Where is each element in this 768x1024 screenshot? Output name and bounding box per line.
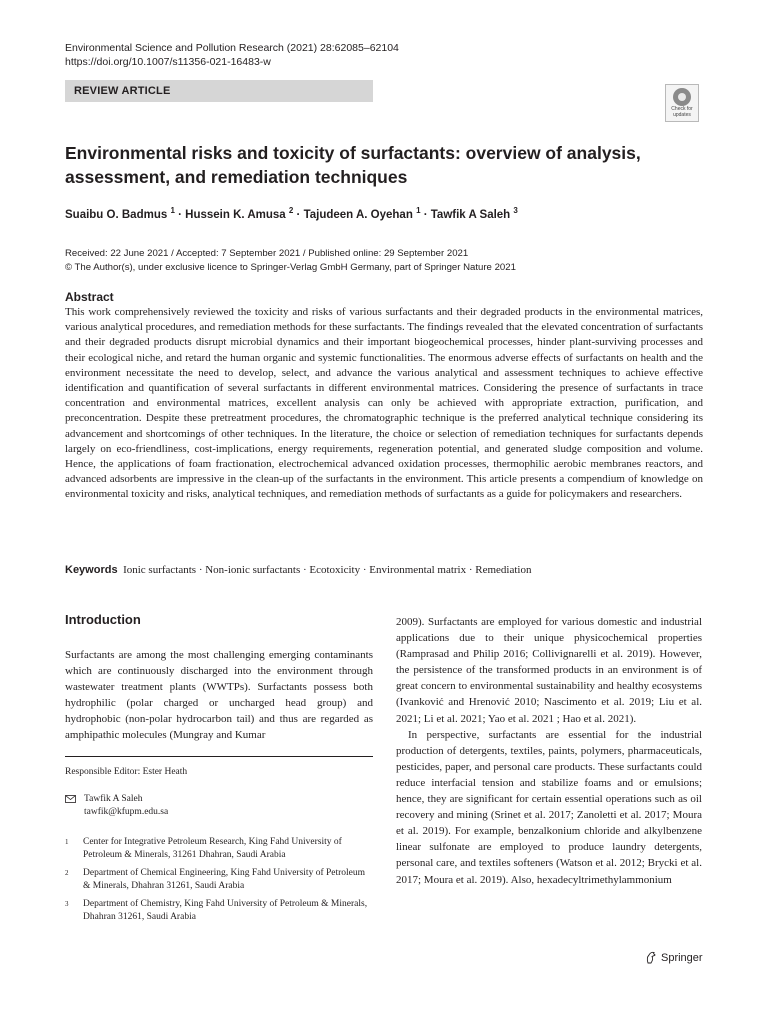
author-affil-ref: 2 (288, 206, 294, 215)
article-type-bar: REVIEW ARTICLE (65, 80, 373, 102)
introduction-heading: Introduction (65, 612, 141, 627)
springer-horse-icon (645, 951, 657, 964)
intro-right-paragraph-1: 2009). Surfactants are employed for various domestic and industrial applications due to their unique physicochemical properties (Ramprasad and Philip 2016; Collivignarelli et al. 2019). However, the persistence of the transformed products in an environment is of great concern to environmental sustainability and healthy ecosystems (Ivanković and Hrenović 2010; Nascimento et al. 2019; Liu et al. 2021; Li et al. 2021; Yao et al. 2021 ; Hao et al. 2021). (396, 616, 702, 725)
publisher-logo (645, 951, 703, 964)
keywords-line (65, 564, 531, 576)
author-name[interactable]: Suaibu O. Badmus (65, 208, 168, 221)
affiliation-2 (65, 867, 373, 893)
affiliation-text: Center for Integrative Petroleum Research, King Fahd University of Petroleum & Minerals, 31261 Dhahran, Saudi Arabia (83, 837, 342, 860)
corresponding-author (84, 793, 168, 819)
intro-right-paragraph-2: In perspective, surfactants are essential for the industrial production of detergents, textiles, paints, polymers, pharmaceuticals, pesticides, paper, and personal care products. These surfactants could reduce interfacial tension and stabilize foams and or emulsions; hence, they are significant for certain essential operations such as oil recovery and mining (Srinet et al. 2017; Zanoletti et al. 2017; Moura et al. 2019). For example, benzalkonium chloride and alkylbenzene linear sulfonate are employed to produce laundry detergents, personal care, and textiles softeners (Watson et al. 2012; Brycki et al. 2017; Moura et al. 2019). Also, hexadecyltrimethylammonium (396, 728, 702, 886)
publisher-name: Springer (661, 951, 703, 964)
responsible-editor: Responsible Editor: Ester Heath (65, 767, 188, 777)
affiliation-text: Department of Chemistry, King Fahd University of Petroleum & Minerals, Dhahran 31261, Saudi Arabia (83, 899, 368, 922)
affiliation-text: Department of Chemical Engineering, King Fahd University of Petroleum & Minerals, Dhahran 31261, Saudi Arabia (83, 868, 366, 891)
affiliation-number: 3 (65, 900, 69, 908)
affiliation-3 (65, 898, 373, 924)
author-affil-ref: 1 (416, 206, 421, 215)
doi-link[interactable]: https://doi.org/10.1007/s11356-021-16483-w (65, 55, 271, 68)
affiliation-number: 2 (65, 869, 69, 877)
publication-dates (65, 247, 516, 275)
keywords-list: Ionic surfactants · Non-ionic surfactants · Ecotoxicity · Environmental matrix · Remediation (123, 564, 532, 576)
envelope-icon (65, 795, 76, 803)
copyright-line: © The Author(s), under exclusive licence to Springer-Verlag GmbH Germany, part of Springer Nature 2021 (65, 262, 516, 273)
check-for-updates-badge[interactable] (665, 84, 699, 122)
author-name[interactable]: Tawfik A Saleh (430, 208, 511, 221)
abstract-text: This work comprehensively reviewed the toxicity and risks of various surfactants and their degraded products in the environmental matrices, various analytical procedures, and remediation methods for these surfactants. The findings revealed that the elevated concentration of surfactants and their degraded products disrupt microbial dynamics and their important biogeochemical processes, hinder plant-surviving processes and their ecological niche, and retard the human organic and systemic functionalities. The enormous adverse effects of surfactants on health and the environment necessitate the need to develop, select, and advance the various analytical and assessment techniques to achieve effective identification and quantification of several surfactants in different environmental matrices. Considering the presence of surfactants in trace concentration and environmental matrices, excellent analysis can only be achieved with appropriate extraction, purification, and preconcentration. Despite these pretreatment procedures, the chromatographic technique is the preferred analytical technique considering its advancement and shortcomings of other techniques. In the literature, the choice or selection of remediation techniques for surfactants depends largely on eco-friendliness, cost-implications, energy requirements, regeneration potential, and generated sludge composition and volume. Hence, the applications of foam fractionation, electrochemical advanced oxidation processes, thermophilic aerobic membranes reactors, and advanced adsorbents are impressive in the clean-up of the surfactants in the environment. This article presents a compendium of knowledge on environmental toxicity and risks, analytical techniques, and remediation methods of surfactants as a guide for policymakers and researchers. (65, 306, 703, 501)
author-name[interactable]: Tajudeen A. Oyehan (303, 208, 413, 221)
author-list: Suaibu O. Badmus $^1$ · Hussein K. Amusa $^2$ · Tajudeen A. Oyehan $^1$ · Tawfik A Saleh $^3$ (65, 206, 518, 221)
intro-right-column (396, 614, 702, 888)
author-affil-ref: 1 (170, 206, 175, 215)
intro-left-paragraph: Surfactants are among the most challenging emerging contaminants which are continuously discharged into the environment through wastewater treatment plants (WWTPs). Surfactants possess both hydrophilic (polar charged or uncharged head group) and hydrophobic (non-polar hydrocarbon tail) and thus are regarded as amphipathic molecules (Mungray and Kumar (65, 649, 373, 742)
footnote-divider (65, 756, 373, 757)
author-affil-ref: 3 (513, 206, 518, 215)
affiliation-1 (65, 836, 373, 862)
affiliation-number: 1 (65, 838, 69, 846)
keywords-label: Keywords (65, 564, 118, 576)
badge-text-2: updates (673, 111, 691, 118)
abstract-heading: Abstract (65, 290, 114, 304)
author-name[interactable]: Hussein K. Amusa (185, 208, 286, 221)
contact-email[interactable]: tawfik@kfupm.edu.sa (84, 807, 169, 817)
badge-text-1: Check for (671, 106, 693, 112)
check-for-updates-icon (673, 88, 691, 106)
journal-header (65, 42, 399, 69)
dates-line: Received: 22 June 2021 / Accepted: 7 September 2021 / Published online: 29 September 2021 (65, 248, 469, 259)
journal-citation: Environmental Science and Pollution Research (2021) 28:62085–62104 (65, 42, 399, 54)
article-title: Environmental risks and toxicity of surfactants: overview of analysis, assessment, and remediation techniques (65, 143, 641, 187)
contact-name: Tawfik A Saleh (84, 794, 143, 804)
